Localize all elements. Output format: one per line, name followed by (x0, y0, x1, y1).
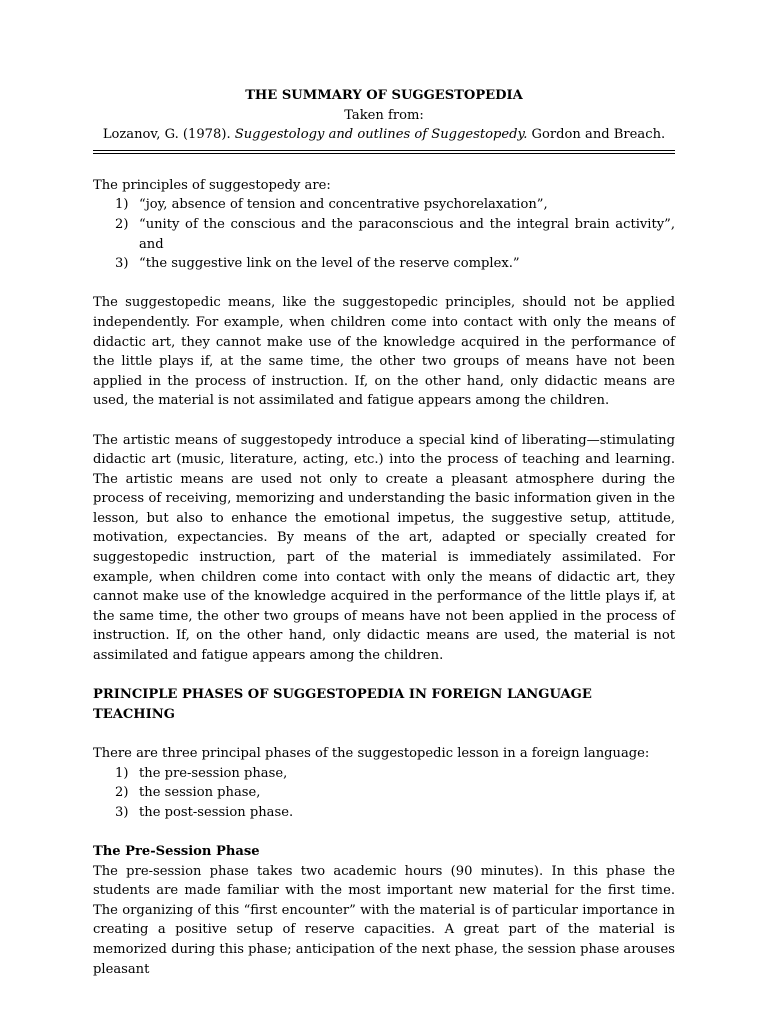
list-text: the pre-session phase, (139, 765, 288, 781)
list-number: 3) (115, 804, 129, 820)
phases-list (93, 764, 675, 823)
list-item (93, 803, 675, 823)
citation-publisher: Gordon and Breach. (527, 127, 666, 143)
list-number: 1) (115, 765, 129, 781)
list-text: “joy, absence of tension and concentrative psychorelaxation”, (139, 197, 548, 213)
list-text: the session phase, (139, 785, 261, 801)
principles-list (93, 195, 675, 273)
citation-author: Lozanov, G. (1978). (102, 127, 235, 143)
title-rule-top (93, 150, 675, 151)
list-text: “unity of the conscious and the paraconscious and the integral brain activity”, and (139, 216, 675, 252)
phases-intro: There are three principal phases of the suggestopedic lesson in a foreign language: (93, 746, 650, 761)
paragraph-means: The suggestopedic means, like the suggestopedic principles, should not be applied independently. For example, when children come into contact with only the means of didactic art, they cannot make use of the knowledge acquired in the performance of the little plays if, at the same time, the other two groups of means have not been applied in the process of instruction. If, on the other hand, only didactic means are used, the material is not assimilated and fatigue appears among the children. (93, 295, 675, 409)
list-item (93, 215, 675, 254)
list-number: 2) (115, 785, 129, 801)
citation (93, 125, 675, 145)
list-item (93, 195, 675, 215)
list-number: 2) (115, 216, 129, 232)
citation-title: Suggestology and outlines of Suggestopedy. (234, 127, 528, 143)
phases-heading: PRINCIPLE PHASES OF SUGGESTOPEDIA IN FOREIGN LANGUAGE TEACHING (93, 687, 592, 722)
list-item (93, 764, 675, 784)
list-number: 3) (115, 256, 129, 272)
list-item (93, 783, 675, 803)
pre-session-text: The pre-session phase takes two academic hours (90 minutes). In this phase the students are made familiar with the most important new material for the first time. The organizing of this “first encounter” with the material is of particular importance in creating a positive setup of reserve capacities. A great part of the material is memorized during this phase; anticipation of the next phase, the session phase arouses pleasant (93, 863, 675, 977)
paragraph-artistic: The artistic means of suggestopedy introduce a special kind of liberating—stimulating didactic art (music, literature, acting, etc.) into the process of teaching and learning. The artistic means are used not only to create a pleasant atmosphere during the process of receiving, memorizing and understanding the basic information given in the lesson, but also to enhance the emotional impetus, the suggestive setup, attitude, motivation, expectancies. By means of the art, adapted or specially created for suggestopedic instruction, part of the material is immediately assimilated. For example, when children come into contact with only the means of didactic art, they cannot make use of the knowledge acquired in the performance of the little plays if, at the same time, the other two groups of means have not been applied in the process of instruction. If, on the other hand, only didactic means are used, the material is not assimilated and fatigue appears among the children. (93, 432, 675, 664)
list-text: the post-session phase. (139, 804, 294, 820)
pre-session-heading: The Pre-Session Phase (93, 843, 260, 859)
principles-intro: The principles of suggestopedy are: (93, 177, 331, 193)
list-item (93, 254, 675, 274)
taken-from-label: Taken from: (344, 107, 424, 123)
list-number: 1) (115, 197, 129, 213)
list-text: “the suggestive link on the level of the reserve complex.” (139, 256, 520, 272)
document-content (93, 86, 675, 979)
document-title: THE SUMMARY OF SUGGESTOPEDIA (245, 88, 523, 103)
